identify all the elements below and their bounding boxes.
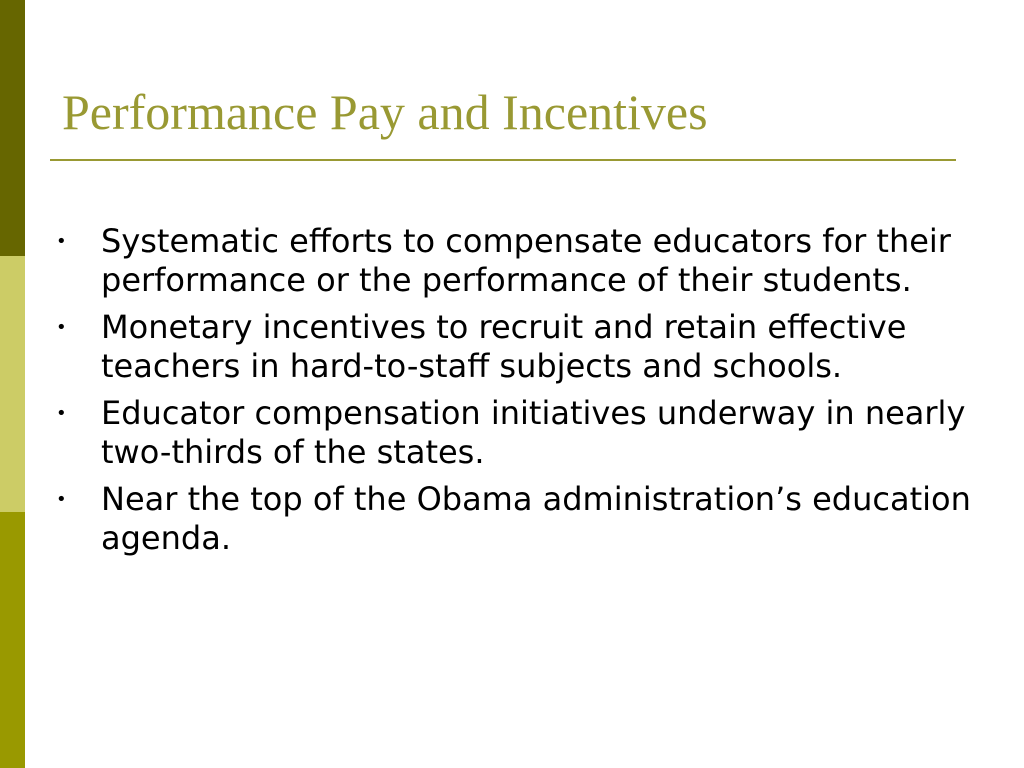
bullet-text: Monetary incentives to recruit and retain effective teachers in hard-to-staff subjects and schools. xyxy=(101,308,907,385)
sidebar-segment-bottom xyxy=(0,512,25,768)
bullet-marker: • xyxy=(56,489,67,510)
bullet-item xyxy=(56,222,976,300)
bullet-marker: • xyxy=(56,231,67,252)
title-divider xyxy=(50,159,956,161)
bullet-item xyxy=(56,394,976,472)
bullet-text: Systematic efforts to compensate educators for their performance or the performance of their students. xyxy=(101,222,951,299)
bullet-item xyxy=(56,480,976,558)
sidebar-segment-top xyxy=(0,0,25,256)
sidebar-segment-middle xyxy=(0,256,25,512)
bullet-text: Educator compensation initiatives underway in nearly two-thirds of the states. xyxy=(101,394,966,471)
bullet-marker: • xyxy=(56,317,67,338)
sidebar-accent-bar xyxy=(0,0,25,768)
bullet-list xyxy=(56,222,976,566)
bullet-text: Near the top of the Obama administration’s education agenda. xyxy=(101,480,971,557)
bullet-item xyxy=(56,308,976,386)
slide-title: Performance Pay and Incentives xyxy=(62,84,708,140)
bullet-marker: • xyxy=(56,403,67,424)
